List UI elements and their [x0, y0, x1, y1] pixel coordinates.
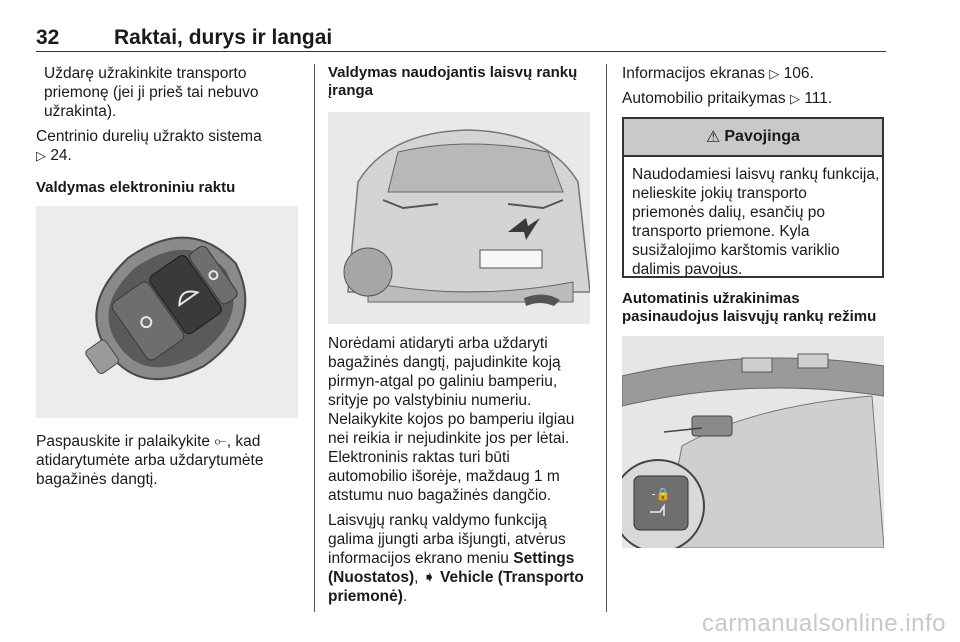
para-foot-gesture: Norėdami atidaryti arba uždaryti bagažinės dangtį, pajudinkite koją pirmyn-atgal po galiniu bamperiu, srityje po valstybiniu numeriu. Nelaikykite kojos po bamperiu ilgiau nei reikia ir nejudinkite jos per lėtai. Elektroninis raktas turi būti automobilio išorėje, maždaug 1 m atstumu nuo bagažinės dangčio. — [328, 335, 575, 504]
chevron-right-icon: ➧ — [422, 569, 436, 586]
column-divider — [606, 64, 607, 612]
car-rear-icon — [328, 112, 590, 324]
subhead-hands-free: Valdymas naudojantis laisvų rankų įranga — [328, 64, 578, 99]
danger-text: Naudodamiesi laisvų rankų funkcija, nelieskite jokių transporto priemonės dalių, esančių po transporto priemone. Kyla susižalojimo karštomis variklio dalimis pavojus. — [632, 166, 880, 278]
menu-vehicle: Vehicle (Transporto priemonė) — [328, 569, 584, 605]
column-3 — [622, 64, 884, 114]
page-ref-icon: ▷ — [769, 66, 780, 81]
tailgate-button-icon — [622, 336, 884, 548]
ref-customisation: Automobilio pritaikymas ▷ 111. — [622, 90, 833, 107]
page-title: Raktai, durys ir langai — [114, 26, 333, 49]
key-fob-icon — [36, 206, 298, 418]
column-2-lower — [328, 334, 590, 612]
column-1-lower — [36, 432, 298, 495]
danger-header — [624, 119, 882, 157]
danger-title: Pavojinga — [724, 128, 800, 145]
page-header — [36, 26, 886, 54]
svg-text:-🔒: -🔒 — [651, 487, 671, 501]
key-fob-illustration — [36, 206, 298, 418]
header-rule — [36, 51, 886, 52]
tailgate-button-illustration — [622, 336, 884, 548]
tailgate-icon: ⟜ — [214, 433, 227, 450]
para-lock: Uždarę užrakinkite transporto priemonę (jei ji prieš tai nebuvo užrakinta). — [44, 65, 259, 120]
para-press-button: Paspauskite ir palaikykite ⟜, kad atidarytumėte arba uždarytumėte bagažinės dangtį. — [36, 433, 264, 488]
column-2 — [328, 64, 590, 106]
para-central-lock: Centrinio durelių užrakto sistema ▷ 24. — [36, 128, 262, 164]
danger-warning-box — [622, 117, 884, 278]
page-number: 32 — [36, 26, 60, 49]
page-ref-icon: ▷ — [790, 91, 800, 106]
ref-info-display: Informacijos ekranas ▷ 106. — [622, 65, 814, 82]
subhead-auto-lock: Automatinis užrakinimas pasinaudojus laisvųjų rankų režimu — [622, 290, 877, 325]
car-rear-illustration — [328, 112, 590, 324]
column-1 — [36, 64, 298, 203]
page-ref-icon: ▷ — [36, 148, 46, 163]
para-menu-toggle: Laisvųjų rankų valdymo funkciją galima įjungti arba išjungti, atvėrus informacijos ekrano meniu Settings (Nuostatos), ➧ Vehicle (Transporto priemonė). — [328, 512, 584, 605]
warning-triangle-icon: ⚠ — [706, 129, 721, 146]
column-3-lower — [622, 290, 884, 332]
column-divider — [314, 64, 315, 612]
subhead-remote-key: Valdymas elektroniniu raktu — [36, 179, 236, 196]
menu-settings: Settings (Nuostatos) — [328, 550, 575, 586]
watermark: carmanualsonline.info — [702, 610, 946, 637]
